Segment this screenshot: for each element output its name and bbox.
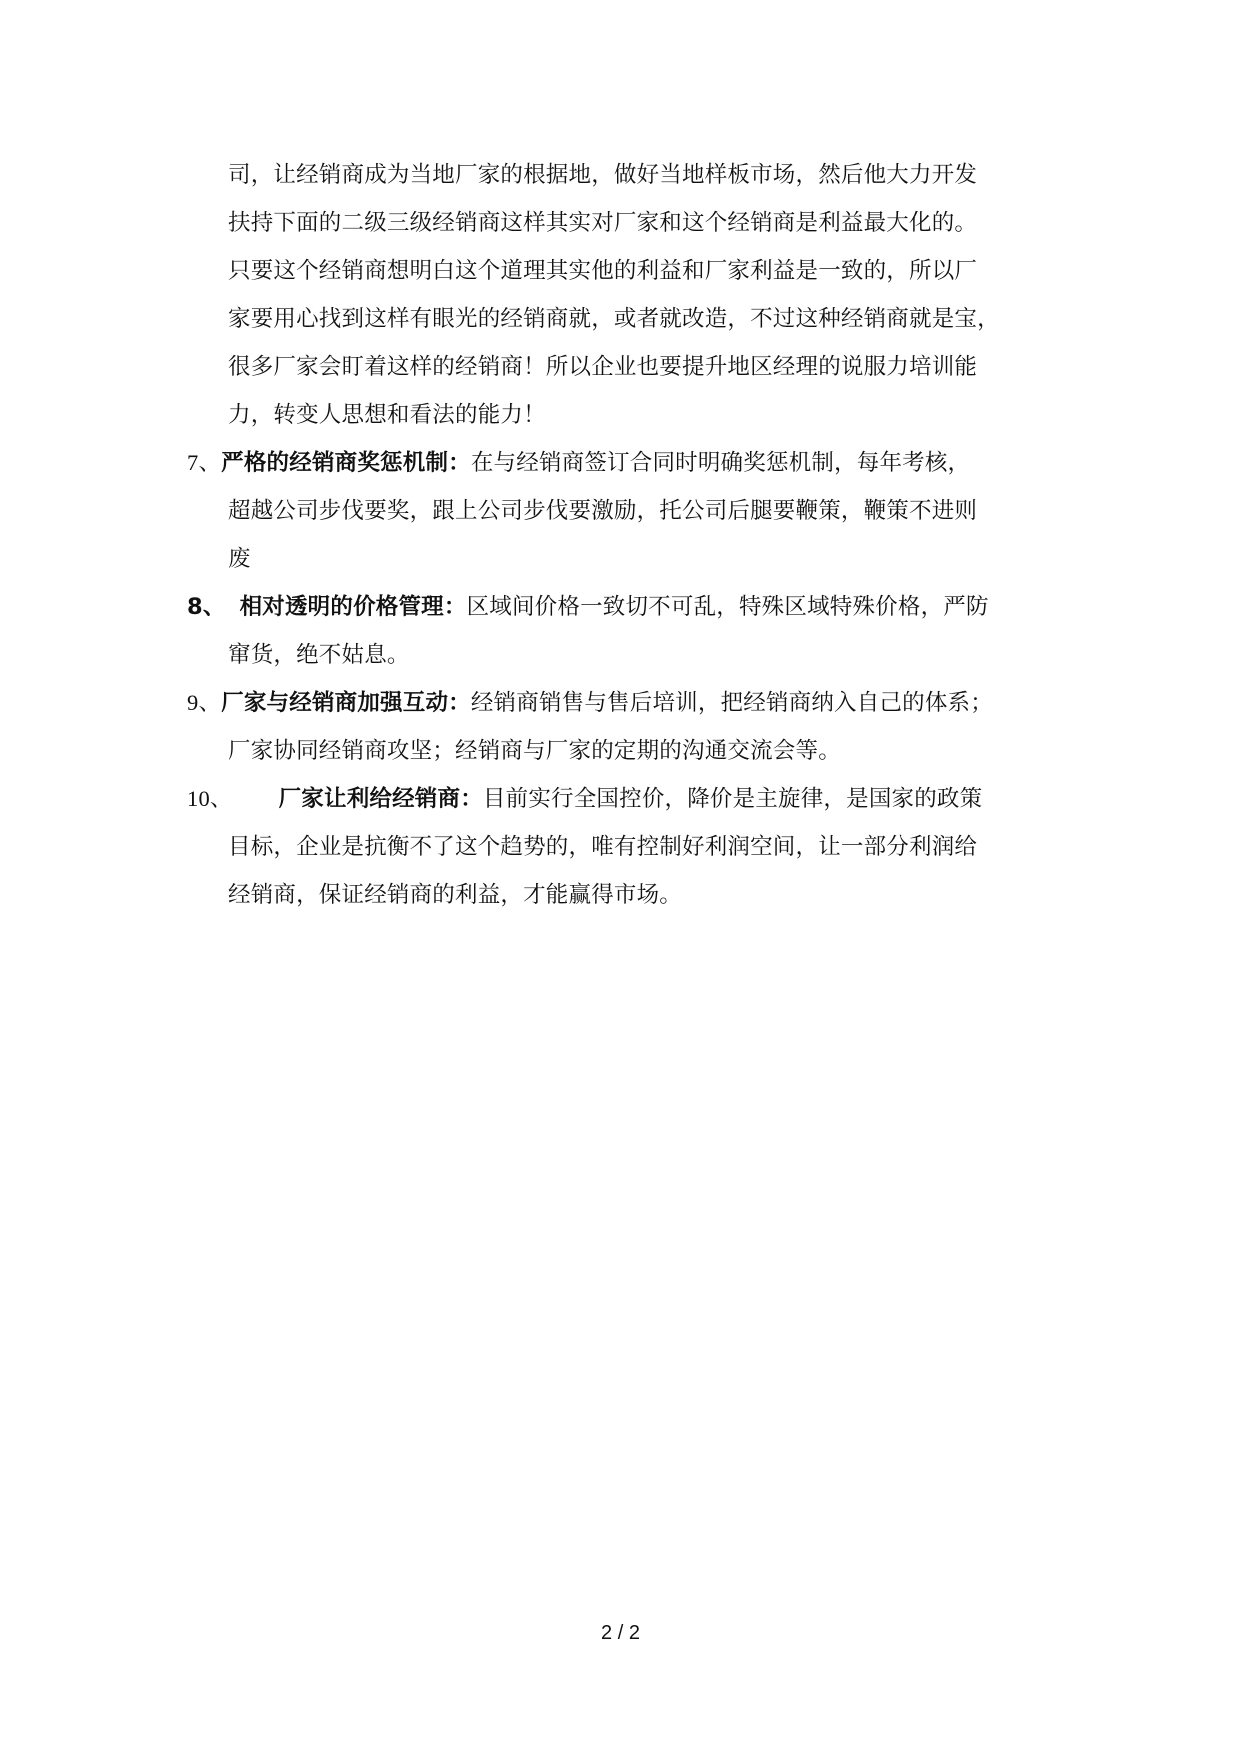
item-title: 相对透明的价格管理： bbox=[239, 594, 467, 620]
item-text: 目前实行全国控价，降价是主旋律，是国家的政策 bbox=[482, 786, 983, 812]
list-item-8 bbox=[187, 592, 989, 622]
list-marker: 10、 bbox=[187, 786, 233, 811]
paragraph-line: 司，让经销商成为当地厂家的根据地，做好当地样板市场，然后他大力开发 bbox=[228, 162, 978, 188]
paragraph-line: 目标，企业是抗衡不了这个趋势的，唯有控制好利润空间，让一部分利润给 bbox=[228, 834, 978, 860]
list-marker: 7、 bbox=[187, 450, 222, 475]
item-text: 经销商销售与售后培训，把经销商纳入自己的体系； bbox=[470, 690, 993, 716]
list-item-9 bbox=[187, 688, 993, 718]
list-marker: 8、 bbox=[187, 594, 226, 620]
list-item-10 bbox=[187, 784, 982, 814]
paragraph-line: 很多厂家会盯着这样的经销商！所以企业也要提升地区经理的说服力培训能 bbox=[228, 354, 978, 380]
paragraph-line: 力，转变人思想和看法的能力！ bbox=[228, 402, 546, 428]
list-item-7 bbox=[187, 448, 970, 478]
item-text: 区域间价格一致切不可乱，特殊区域特殊价格，严防 bbox=[466, 594, 989, 620]
item-title: 厂家与经销商加强互动： bbox=[221, 690, 471, 716]
paragraph-line: 扶持下面的二级三级经销商这样其实对厂家和这个经销商是利益最大化的。 bbox=[228, 210, 978, 236]
paragraph-line: 经销商，保证经销商的利益，才能赢得市场。 bbox=[228, 882, 683, 908]
paragraph-line: 窜货，绝不姑息。 bbox=[228, 642, 410, 668]
paragraph-line: 厂家协同经销商攻坚；经销商与厂家的定期的沟通交流会等。 bbox=[228, 738, 841, 764]
paragraph-line: 废 bbox=[228, 546, 251, 572]
list-marker: 9、 bbox=[187, 690, 222, 715]
page-number: 2 / 2 bbox=[601, 1622, 640, 1644]
item-text: 在与经销商签订合同时明确奖惩机制，每年考核， bbox=[470, 450, 971, 476]
paragraph-line: 只要这个经销商想明白这个道理其实他的利益和厂家利益是一致的，所以厂 bbox=[228, 258, 978, 284]
item-title: 厂家让利给经销商： bbox=[278, 786, 483, 812]
item-title: 严格的经销商奖惩机制： bbox=[221, 450, 471, 476]
paragraph-line: 家要用心找到这样有眼光的经销商就，或者就改造，不过这种经销商就是宝， bbox=[228, 306, 1000, 332]
paragraph-line: 超越公司步伐要奖，跟上公司步伐要激励，托公司后腿要鞭策，鞭策不进则 bbox=[228, 498, 978, 524]
